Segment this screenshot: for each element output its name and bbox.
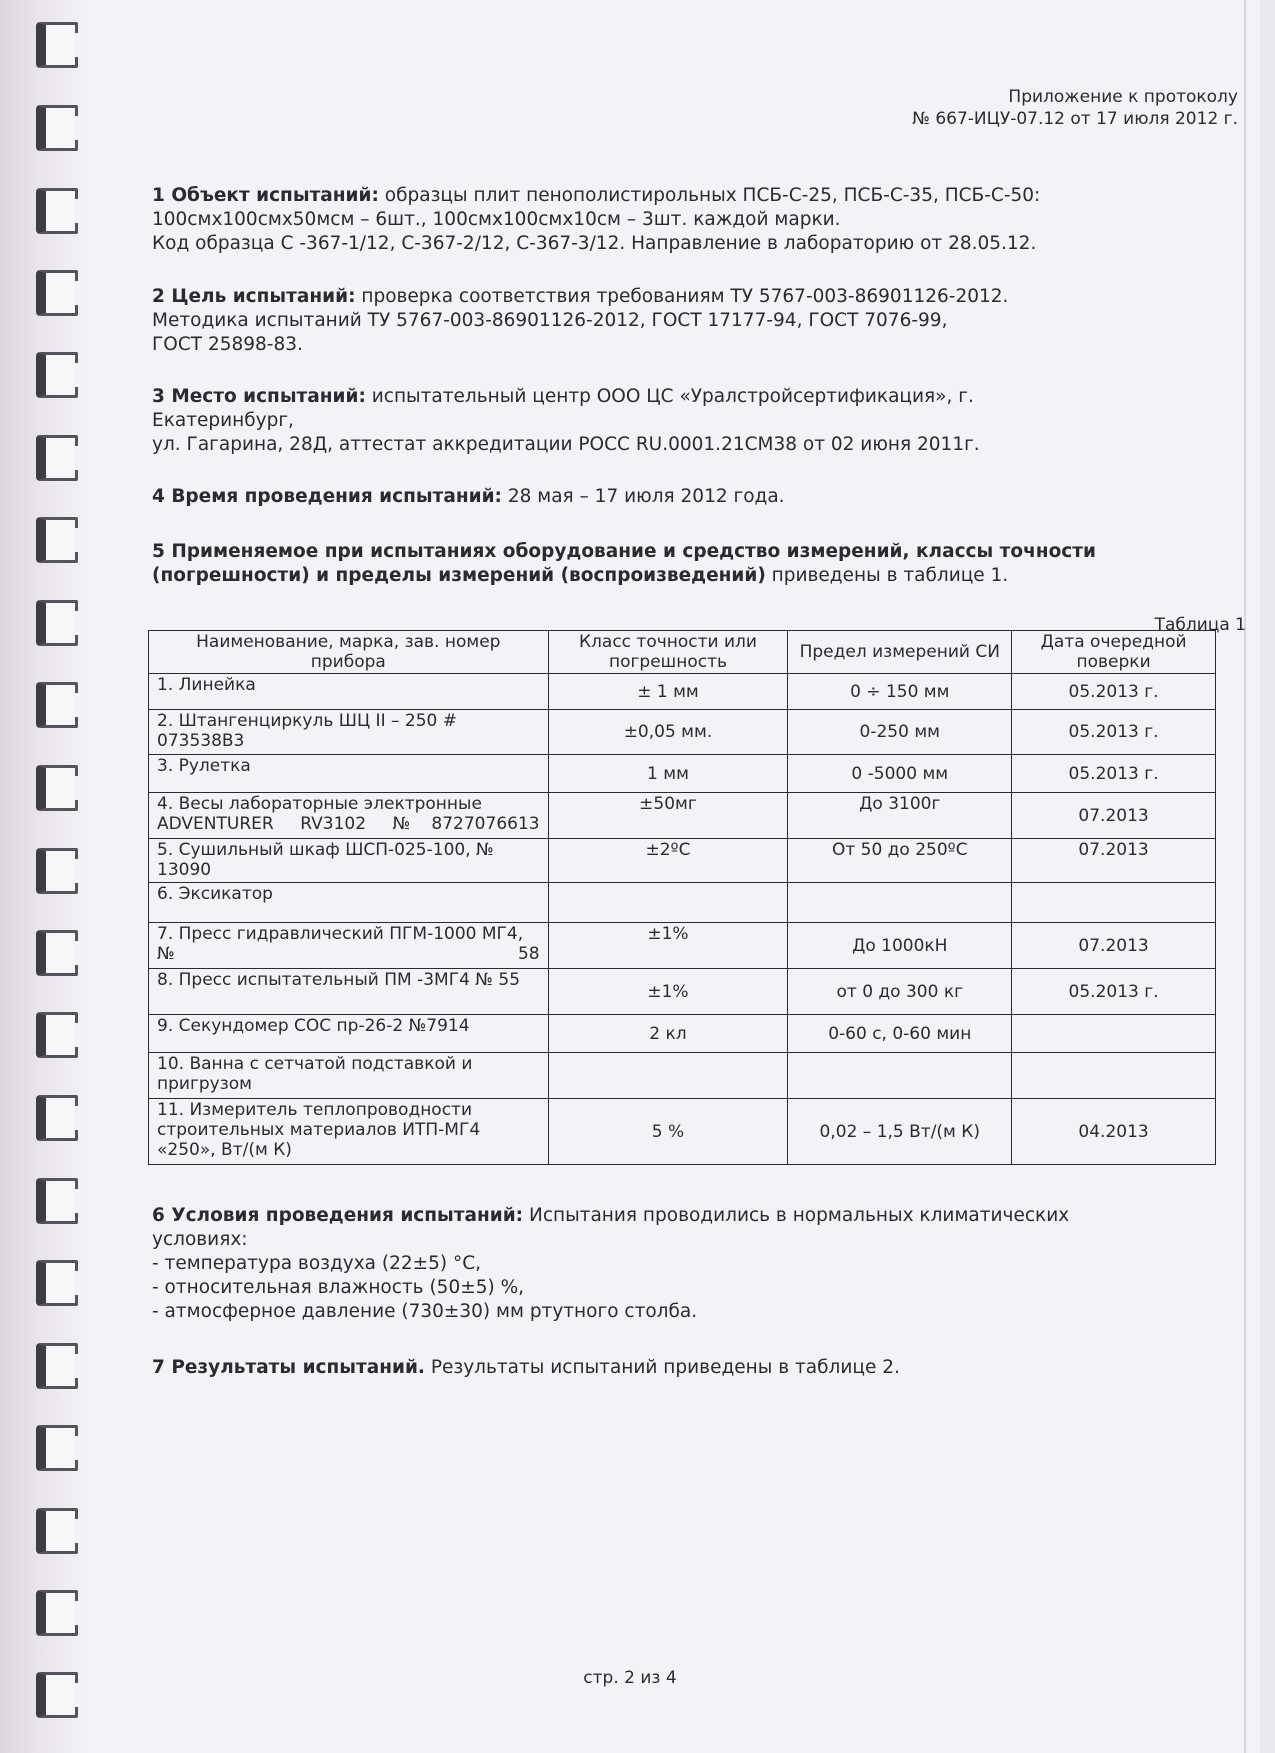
binding-ring-icon xyxy=(36,1012,78,1058)
section-1-line-1: 1 Объект испытаний: образцы плит пенополистирольных ПСБ-С-25, ПСБ-С-35, ПСБ-С-50: xyxy=(152,185,1041,206)
section-4-heading: 4 Время проведения испытаний: xyxy=(152,486,502,507)
binding-ring-icon xyxy=(36,435,78,481)
cell-accuracy xyxy=(548,883,788,923)
section-6-line-4: - относительная влажность (50±5) %, xyxy=(152,1277,525,1298)
table-row xyxy=(149,1099,1216,1165)
cell-name: 4. Весы лабораторные электронные ADVENTURER RV3102 №8727076613 xyxy=(149,793,549,839)
section-6-line-2: условиях: xyxy=(152,1229,248,1250)
column-header-accuracy: Класс точности или погрешность xyxy=(548,631,788,674)
section-equipment xyxy=(152,540,1237,588)
binding-ring-icon xyxy=(36,270,78,316)
section-2-line-3: ГОСТ 25898-83. xyxy=(152,334,303,355)
section-4-line-1: 4 Время проведения испытаний: 28 мая – 17 июля 2012 года. xyxy=(152,486,785,507)
cell-date: 07.2013 xyxy=(1012,793,1216,839)
section-6-line-5: - атмосферное давление (730±30) мм ртутного столба. xyxy=(152,1301,698,1322)
section-5-heading: 5 Применяемое при испытаниях оборудование и средство измерений, классы точности (погрешности) и пределы измерений (воспроизведений) xyxy=(152,541,1096,586)
table-row xyxy=(149,923,1216,969)
cell-name: 5. Сушильный шкаф ШСП-025-100, № 13090 xyxy=(149,839,549,883)
section-5-text: 5 Применяемое при испытаниях оборудование и средство измерений, классы точности (погрешности) и пределы измерений (воспроизведений) приведены в таблице 1. xyxy=(152,541,1096,586)
cell-accuracy: 2 кл xyxy=(548,1015,788,1053)
page-number: стр. 2 из 4 xyxy=(583,1668,677,1688)
section-2-line-2: Методика испытаний ТУ 5767-003-86901126-2012, ГОСТ 17177-94, ГОСТ 7076-99, xyxy=(152,310,948,331)
cell-name: 7. Пресс гидравлический ПГМ-1000 МГ4, № 58 xyxy=(149,923,549,969)
binding-ring-icon xyxy=(36,930,78,976)
cell-range: от 0 до 300 кг xyxy=(788,969,1012,1015)
table-row xyxy=(149,969,1216,1015)
section-7-line-1: 7 Результаты испытаний. Результаты испытаний приведены в таблице 2. xyxy=(152,1357,900,1378)
cell-accuracy: ±50мг xyxy=(548,793,788,839)
cell-accuracy: ±2ºС xyxy=(548,839,788,883)
table-1-caption: Таблица 1 xyxy=(1154,615,1246,635)
binding-ring-icon xyxy=(36,1343,78,1389)
section-2-line-1: 2 Цель испытаний: проверка соответствия требованиям ТУ 5767-003-86901126-2012. xyxy=(152,286,1009,307)
cell-name: 6. Эксикатор xyxy=(149,883,549,923)
table-row xyxy=(149,1015,1216,1053)
cell-accuracy: 1 мм xyxy=(548,755,788,793)
cell-range: До 3100г xyxy=(788,793,1012,839)
table-header-row xyxy=(149,631,1216,674)
binding-ring-icon xyxy=(36,105,78,151)
table-row xyxy=(149,710,1216,755)
section-1-heading: 1 Объект испытаний: xyxy=(152,185,379,206)
binding-ring-icon xyxy=(36,848,78,894)
cell-date: 05.2013 г. xyxy=(1012,755,1216,793)
cell-accuracy: ±1% xyxy=(548,969,788,1015)
cell-name: 3. Рулетка xyxy=(149,755,549,793)
binding-ring-icon xyxy=(36,765,78,811)
table-row xyxy=(149,755,1216,793)
binding-ring-icon xyxy=(36,682,78,728)
cell-range xyxy=(788,1053,1012,1099)
cell-name: 11. Измеритель теплопроводности строительных материалов ИТП-МГ4 «250», Вт/(м К) xyxy=(149,1099,549,1165)
cell-accuracy: ±1% xyxy=(548,923,788,969)
section-test-purpose xyxy=(152,285,1237,357)
cell-range: 0 ÷ 150 мм xyxy=(788,674,1012,710)
section-1-line-3: Код образца С -367-1/12, С-367-2/12, С-367-3/12. Направление в лабораторию от 28.05.12. xyxy=(152,233,1037,254)
binding-ring-icon xyxy=(36,1178,78,1224)
binding-ring-icon xyxy=(36,1590,78,1636)
cell-range: До 1000кН xyxy=(788,923,1012,969)
section-test-results xyxy=(152,1356,1237,1380)
cell-name: 9. Секундомер СОС пр-26-2 №7914 xyxy=(149,1015,549,1053)
table-row xyxy=(149,793,1216,839)
binding-ring-icon xyxy=(36,1508,78,1554)
binding-ring-icon xyxy=(36,1425,78,1471)
column-header-date: Дата очередной поверки xyxy=(1012,631,1216,674)
table-row xyxy=(149,674,1216,710)
column-header-range: Предел измерений СИ xyxy=(788,631,1012,674)
cell-date: 05.2013 г. xyxy=(1012,710,1216,755)
section-6-heading: 6 Условия проведения испытаний: xyxy=(152,1205,524,1226)
cell-range: 0,02 – 1,5 Вт/(м К) xyxy=(788,1099,1012,1165)
section-3-line-3: ул. Гагарина, 28Д, аттестат аккредитации РОСС RU.0001.21СМ38 от 02 июня 2011г. xyxy=(152,434,980,455)
section-1-line-2: 100смх100смх50мсм – 6шт., 100смх100смх10см – 3шт. каждой марки. xyxy=(152,209,841,230)
binding-ring-icon xyxy=(36,1095,78,1141)
cell-date: 07.2013 xyxy=(1012,839,1216,883)
section-6-line-3: - температура воздуха (22±5) °С, xyxy=(152,1253,482,1274)
section-test-object xyxy=(152,184,1237,256)
section-6-line-1: 6 Условия проведения испытаний: Испытания проводились в нормальных климатических xyxy=(152,1205,1070,1226)
cell-name: 8. Пресс испытательный ПМ -3МГ4 № 55 xyxy=(149,969,549,1015)
binding-ring-icon xyxy=(36,1260,78,1306)
cell-date xyxy=(1012,883,1216,923)
section-3-line-2: Екатеринбург, xyxy=(152,410,294,431)
cell-date xyxy=(1012,1053,1216,1099)
cell-range: От 50 до 250ºС xyxy=(788,839,1012,883)
cell-accuracy: ±0,05 мм. xyxy=(548,710,788,755)
binding-ring-icon xyxy=(36,188,78,234)
header-line-1: Приложение к протоколу xyxy=(1008,87,1238,107)
cell-name: 10. Ванна с сетчатой подставкой и пригрузом xyxy=(149,1053,549,1099)
table-row xyxy=(149,839,1216,883)
cell-accuracy: 5 % xyxy=(548,1099,788,1165)
cell-accuracy xyxy=(548,1053,788,1099)
section-3-heading: 3 Место испытаний: xyxy=(152,386,366,407)
spiral-binding xyxy=(0,0,90,1753)
protocol-header xyxy=(738,86,1238,130)
cell-date: 05.2013 г. xyxy=(1012,674,1216,710)
binding-ring-icon xyxy=(36,22,78,68)
cell-range: 0-250 мм xyxy=(788,710,1012,755)
equipment-table xyxy=(148,630,1216,1165)
cell-date: 05.2013 г. xyxy=(1012,969,1216,1015)
section-7-heading: 7 Результаты испытаний. xyxy=(152,1357,425,1378)
cell-range xyxy=(788,883,1012,923)
table-row xyxy=(149,1053,1216,1099)
binding-ring-icon xyxy=(36,517,78,563)
page-edge xyxy=(1244,0,1246,1753)
cell-date: 04.2013 xyxy=(1012,1099,1216,1165)
cell-accuracy: ± 1 мм xyxy=(548,674,788,710)
column-header-name: Наименование, марка, зав. номер прибора xyxy=(149,631,549,674)
cell-range: 0 -5000 мм xyxy=(788,755,1012,793)
section-test-time xyxy=(152,485,1237,509)
binding-ring-icon xyxy=(36,600,78,646)
section-2-heading: 2 Цель испытаний: xyxy=(152,286,356,307)
section-test-conditions xyxy=(152,1204,1237,1324)
table-row xyxy=(149,883,1216,923)
cell-name: 1. Линейка xyxy=(149,674,549,710)
binding-ring-icon xyxy=(36,352,78,398)
cell-range: 0-60 с, 0-60 мин xyxy=(788,1015,1012,1053)
section-test-location xyxy=(152,385,1237,457)
header-line-2: № 667-ИЦУ-07.12 от 17 июля 2012 г. xyxy=(912,109,1238,129)
section-3-line-1: 3 Место испытаний: испытательный центр ООО ЦС «Уралстройсертификация», г. xyxy=(152,386,974,407)
cell-date xyxy=(1012,1015,1216,1053)
cell-date: 07.2013 xyxy=(1012,923,1216,969)
cell-name: 2. Штангенциркуль ШЦ II – 250 # 073538В3 xyxy=(149,710,549,755)
